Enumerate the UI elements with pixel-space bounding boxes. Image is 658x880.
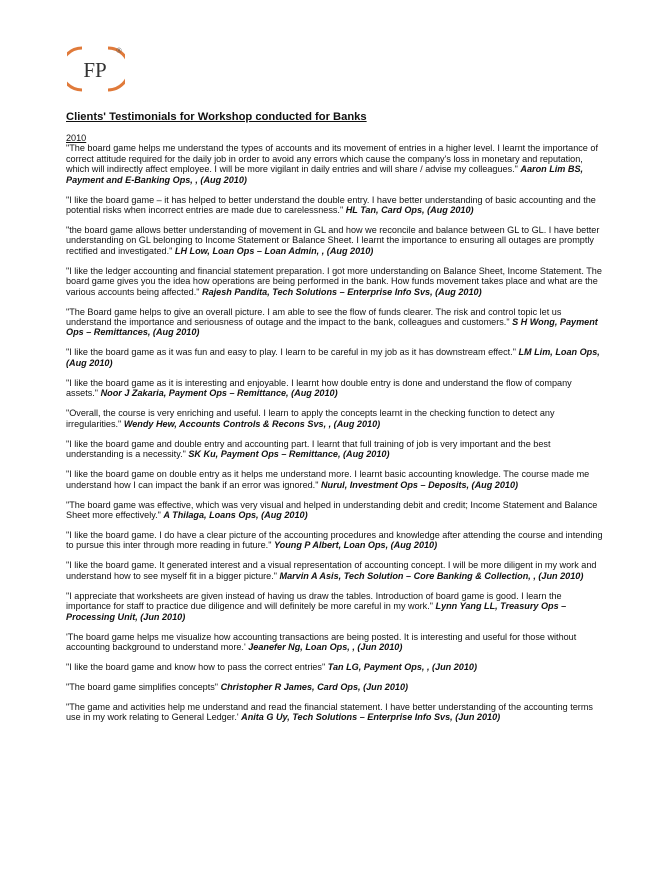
testimonial-item	[66, 702, 606, 723]
testimonial-item	[66, 632, 606, 653]
testimonial-attribution: Young P Albert, Loan Ops, (Aug 2010)	[273, 540, 438, 551]
testimonial-item	[66, 347, 606, 368]
testimonial-quote: "I like the board game on double entry as it helps me understand more. I learnt basic accounting knowledge. The course made me understand how I can impact the bank if an error was ignored."	[66, 469, 590, 490]
testimonial-quote: "I like the board game and double entry and accounting part. I learnt that full training of job is very important and the best understanding is a necessity."	[66, 438, 551, 460]
testimonial-quote: "I like the board game as it was fun and easy to play. I learn to be careful in my job as it has downstream effect."	[66, 347, 519, 358]
logo-text: FP	[83, 58, 107, 82]
page-heading: Clients' Testimonials for Workshop conducted for Banks	[66, 111, 367, 123]
testimonial-quote: "I like the ledger accounting and financial statement preparation. I got more understanding on Balance Sheet, Income Statement. The board game gives you the idea how operations are being performed in the bank. How funds movement takes place and what are the various accounts being affected."	[66, 265, 602, 297]
testimonial-attribution: Marvin A Asis, Tech Solution – Core Banking & Collection, , (Jun 2010)	[279, 570, 584, 581]
testimonial-attribution: LH Low, Loan Ops – Loan Admin, , (Aug 2010)	[174, 245, 374, 256]
testimonial-quote: "The game and activities help me understand and read the financial statement. I have better understanding of the accounting terms use in my work relating to General Ledger.'	[66, 701, 593, 723]
testimonial-item	[66, 591, 606, 622]
testimonial-item	[66, 500, 606, 521]
testimonial-quote: "I like the board game as it is interesting and enjoyable. I learnt how double entry is done and understand the flow of company assets."	[66, 377, 572, 399]
testimonial-attribution: Wendy Hew, Accounts Controls & Recons Svs, , (Aug 2010)	[123, 418, 381, 429]
testimonial-attribution: LM Lim, Loan Ops, (Aug 2010)	[66, 347, 600, 368]
testimonial-quote: "The board game simplifies concepts"	[66, 681, 221, 692]
testimonial-item	[66, 662, 606, 672]
testimonial-quote: "the board game allows better understanding of movement in GL and how we reconcile and balance between GL to GL. I have better understanding on GL belonging to Income Statement or Balance Sheet. I learnt the importance to ensuring all outages are promptly rectified and investigated."	[66, 225, 600, 256]
testimonial-quote: "I like the board game and know how to pass the correct entries"	[66, 661, 328, 672]
testimonial-attribution: Nurul, Investment Ops – Deposits, (Aug 2010)	[320, 479, 519, 490]
testimonial-quote: "I like the board game. I do have a clear picture of the accounting procedures and knowledge after attending the course and intending to pursue this inter through more reading in future."	[66, 529, 603, 551]
testimonial-item	[66, 307, 606, 338]
testimonial-item	[66, 439, 606, 460]
testimonial-quote: "I like the board game – it has helped to better understand the double entry. I have better understanding of basic accounting and the potential risks when incorrect entries are made due to carelessness."	[66, 194, 596, 216]
testimonial-item	[66, 195, 606, 216]
testimonial-quote: "The board game was effective, which was very visual and helped in understanding debit and credit; Income Statement and Balance Sheet more effectively."	[66, 499, 598, 520]
testimonial-attribution: Jeanefer Ng, Loan Ops, , (Jun 2010)	[248, 641, 403, 652]
testimonial-attribution: Anita G Uy, Tech Solutions – Enterprise Info Svs, (Jun 2010)	[241, 712, 501, 723]
testimonial-item	[66, 378, 606, 399]
testimonial-item	[66, 530, 606, 551]
testimonial-attribution: HL Tan, Card Ops, (Aug 2010)	[345, 205, 474, 216]
testimonial-item	[66, 225, 606, 256]
testimonial-quote: 'The board game helps me visualize how accounting transactions are being posted. It is interesting and useful for those without accounting background to understand more.'	[66, 631, 577, 652]
testimonial-quote: "I like the board game. It generated interest and a visual representation of accounting concept. I will be more diligent in my work and understand how to see myself fit in a bigger picture."	[66, 560, 597, 581]
year-label: 2010	[66, 133, 87, 143]
testimonial-attribution: Aaron Lim BS, Payment and E-Banking Ops, , (Aug 2010)	[66, 164, 584, 185]
logo-registered-mark: ®	[116, 48, 122, 55]
testimonial-item	[66, 560, 606, 581]
testimonial-item	[66, 408, 606, 429]
testimonial-attribution: Christopher R James, Card Ops, (Jun 2010)	[220, 681, 409, 692]
testimonial-attribution: Rajesh Pandita, Tech Solutions – Enterprise Info Svs, (Aug 2010)	[202, 286, 482, 297]
testimonials-content	[66, 133, 606, 732]
fp-logo	[67, 44, 125, 94]
testimonial-item	[66, 143, 606, 185]
testimonial-item	[66, 682, 606, 692]
testimonial-item	[66, 469, 606, 490]
testimonial-quote: "I appreciate that worksheets are given instead of having us draw the tables. Introduction of board game is good. I learn the importance for staff to practice due diligence and will definitely be more careful in my work."	[66, 590, 562, 612]
logo-left-arc	[67, 48, 82, 90]
testimonial-item	[66, 266, 606, 297]
testimonial-quote: "Overall, the course is very enriching and useful. I learn to apply the concepts learnt in the checking function to detect any irregularities."	[66, 408, 555, 429]
testimonial-attribution: Tan LG, Payment Ops, , (Jun 2010)	[327, 661, 477, 672]
testimonial-quote: "The Board game helps to give an overall picture. I am able to see the flow of funds clearer. The risk and control topic let us understand the importance and seriousness of outage and the impact to the bank, colleagues and customers."	[66, 306, 562, 328]
testimonial-attribution: S H Wong, Payment Ops – Remittances, (Aug 2010)	[66, 317, 598, 338]
testimonial-list	[66, 143, 606, 722]
testimonial-quote: "The board game helps me understand the types of accounts and its movement of entries in a higher level. I learnt the importance of correct attitude required for the daily job in order to avoid any errors which cause the company's loss in monetary and reputation, which will indirectly affect employee. I will be more vigilant in daily entries and will share / advise my colleagues."	[66, 143, 598, 175]
testimonial-attribution: SK Ku, Payment Ops – Remittance, (Aug 2010)	[188, 449, 390, 460]
testimonial-attribution: A Thilaga, Loans Ops, (Aug 2010)	[163, 509, 308, 520]
testimonial-attribution: Lynn Yang LL, Treasury Ops – Processing Unit, (Jun 2010)	[66, 601, 567, 622]
testimonial-attribution: Noor J Zakaria, Payment Ops – Remittance, (Aug 2010)	[100, 388, 338, 399]
